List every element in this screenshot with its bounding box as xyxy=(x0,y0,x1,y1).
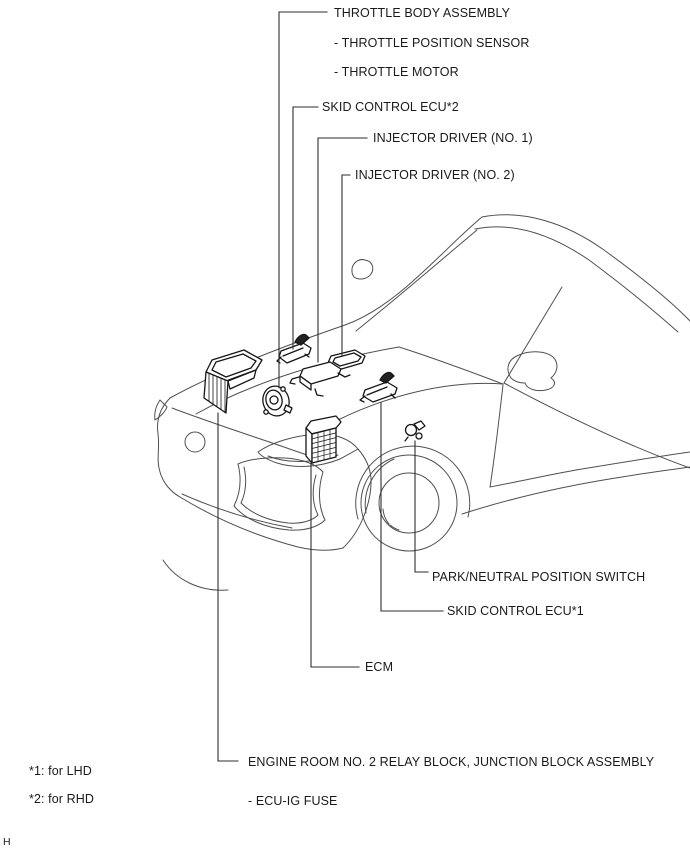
beltline xyxy=(504,383,690,468)
label-skid-control-ecu-1: SKID CONTROL ECU*1 xyxy=(447,604,584,618)
leader-relay-block xyxy=(218,413,238,761)
label-injector-driver-no-2: INJECTOR DRIVER (NO. 2) xyxy=(355,168,515,182)
rocker-line-lower xyxy=(462,467,690,514)
page-mark: H xyxy=(3,836,11,848)
park-neutral-switch-component xyxy=(405,421,425,441)
windshield-edge xyxy=(356,230,477,331)
throttle-body-component xyxy=(260,383,293,419)
side-mirror xyxy=(508,352,557,391)
interior-mirror xyxy=(352,260,373,279)
label-ecm: ECM xyxy=(365,660,394,674)
bumper-top-line xyxy=(172,408,320,459)
front-emblem xyxy=(185,432,205,452)
ecm-component xyxy=(306,416,341,463)
relay-block-component xyxy=(204,350,262,413)
label-ecu-ig-fuse: - ECU-IG FUSE xyxy=(248,794,338,808)
car-outline xyxy=(155,215,690,590)
label-throttle-motor: - THROTTLE MOTOR xyxy=(334,65,459,79)
leader-ecm xyxy=(311,463,359,667)
grille-inner-line xyxy=(241,467,318,523)
label-skid-control-ecu-2: SKID CONTROL ECU*2 xyxy=(322,100,459,114)
leader-lines xyxy=(218,12,443,761)
skid-control-ecu-1-component xyxy=(360,372,397,402)
leader-throttle-body xyxy=(279,12,327,388)
label-throttle-body-assembly: THROTTLE BODY ASSEMBLY xyxy=(334,6,511,20)
wheel-rim xyxy=(379,473,439,533)
label-throttle-position-sensor: - THROTTLE POSITION SENSOR xyxy=(334,36,530,50)
label-park-neutral-position-switch: PARK/NEUTRAL POSITION SWITCH xyxy=(432,570,646,584)
headlight-to-arch-line xyxy=(358,449,371,478)
leader-skid-control-ecu-2 xyxy=(293,107,318,349)
footnote-rhd: *2: for RHD xyxy=(29,792,95,806)
rocker-line-upper xyxy=(490,452,690,487)
roof-line xyxy=(482,215,690,321)
cowl-line xyxy=(399,347,503,384)
leader-park-neutral-switch xyxy=(415,441,428,572)
skid-control-ecu-2-component xyxy=(277,334,311,363)
door-edge xyxy=(490,385,503,487)
fascia-bottom-edge xyxy=(180,497,343,550)
roof-drip-line xyxy=(475,227,678,332)
label-injector-driver-no-1: INJECTOR DRIVER (NO. 1) xyxy=(373,131,533,145)
fascia-left-edge xyxy=(158,398,181,497)
a-pillar-line xyxy=(504,287,562,383)
footnote-lhd: *1: for LHD xyxy=(29,764,92,778)
wheel-arch-lip xyxy=(365,459,394,513)
leader-injector-driver-2 xyxy=(342,175,350,355)
label-engine-room-relay-block: ENGINE ROOM NO. 2 RELAY BLOCK, JUNCTION BLOCK ASSEMBLY xyxy=(248,755,655,769)
tire xyxy=(361,455,457,551)
